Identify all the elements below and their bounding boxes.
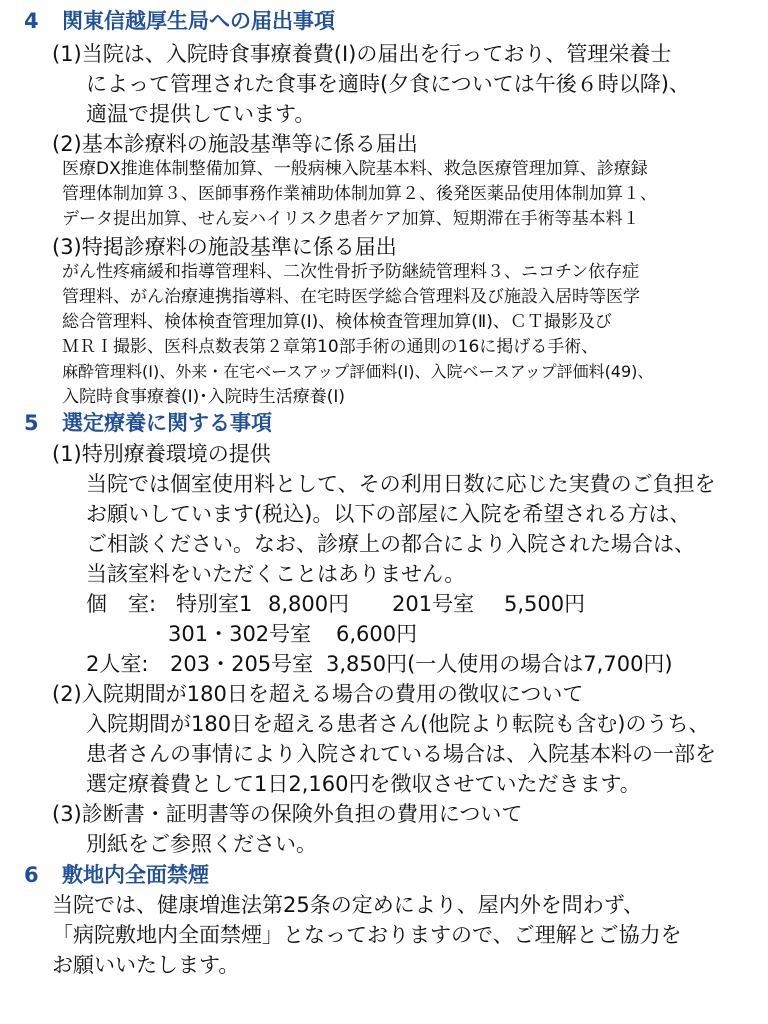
section-title: 敷地内全面禁煙	[62, 863, 209, 887]
price-201: 5,500円	[504, 592, 586, 616]
section-number: 5	[24, 411, 39, 435]
item-label: (1)当院は、入院時食事療養費(Ⅰ)の届出を行っており、管理栄養士	[52, 42, 672, 66]
item-line: 適温で提供しています。	[86, 102, 316, 126]
section-number: 6	[24, 863, 39, 887]
item-line: 管理体制加算３、医師事務作業補助体制加算２、後発医薬品使用体制加算１、	[62, 184, 657, 204]
room-private-label: 個 室:	[86, 592, 157, 616]
room-double-label: 2人室:	[86, 652, 149, 676]
section-4-heading	[24, 11, 335, 32]
item-line: 医療DX推進体制整備加算、一般病棟入院基本料、救急医療管理加算、診療録	[62, 159, 648, 179]
item-line: 総合管理料、検体検査管理加算(Ⅰ)、検体検査管理加算(Ⅱ)、ＣＴ撮影及び	[62, 312, 612, 332]
item-label: (3)診断書・証明書等の保険外負担の費用について	[52, 802, 523, 826]
item-line: 選定療養費として1日2,160円を徴収させていただきます。	[86, 772, 641, 796]
section-6-heading	[24, 865, 209, 886]
price-203-205: 3,850円(一人使用の場合は7,700円)	[326, 652, 673, 676]
item-line: 入院時食事療養(Ⅰ)･入院時生活療養(Ⅰ)	[62, 387, 346, 407]
room-201: 201号室	[392, 592, 475, 616]
room-special: 特別室1	[176, 592, 253, 616]
item-label: (2)入院期間が180日を超える場合の費用の徴収について	[52, 682, 584, 706]
item-line: 麻酔管理料(Ⅰ)、外来・在宅ベースアップ評価料(Ⅰ)、入院ベースアップ評価料(49)、	[62, 362, 654, 381]
section-title: 関東信越厚生局への届出事項	[62, 9, 335, 33]
section-line: お願いいたします。	[52, 953, 240, 977]
item-line: によって管理された食事を適時(夕食については午後６時以降)、	[86, 72, 690, 96]
section-line: 当院では、健康増進法第25条の定めにより、屋内外を問わず、	[52, 893, 645, 917]
price-301-302: 6,600円	[336, 622, 418, 646]
item-line: ＭＲＩ撮影、医科点数表第２章第10部手術の通則の16に掲げる手術、	[62, 337, 599, 357]
item-line: 患者さんの事情により入院されている場合は、入院基本料の一部を	[86, 742, 716, 766]
section-number: 4	[24, 9, 39, 33]
item-line: 別紙をご参照ください。	[86, 832, 317, 856]
section-line: 「病院敷地内全面禁煙」となっておりますので、ご理解とご協力を	[52, 923, 682, 947]
room-203-205: 203・205号室	[170, 652, 314, 676]
item-label: (2)基本診療料の施設基準等に係る届出	[52, 132, 418, 156]
item-line: がん性疼痛緩和指導管理料、二次性骨折予防継続管理料３、ニコチン依存症	[62, 262, 640, 282]
item-line: 当該室料をいただくことはありません。	[86, 562, 466, 586]
item-line: 入院期間が180日を超える患者さん(他院より転院も含む)のうち、	[86, 712, 710, 736]
item-label: (3)特掲診療料の施設基準に係る届出	[52, 235, 397, 259]
room-301-302: 301・302号室	[168, 622, 312, 646]
item-line: ご相談ください。なお、診療上の都合により入院された場合は、	[86, 532, 695, 556]
price-special: 8,800円	[268, 592, 350, 616]
item-label: (1)特別療養環境の提供	[52, 442, 271, 466]
item-line: 管理料、がん治療連携指導料、在宅時医学総合管理料及び施設入居時等医学	[62, 287, 640, 307]
item-line: データ提出加算、せん妄ハイリスク患者ケア加算、短期滞在手術等基本料１	[62, 209, 640, 229]
item-line: 当院では個室使用料として、その利用日数に応じた実費のご負担を	[86, 472, 716, 496]
section-5-heading	[24, 413, 272, 434]
section-title: 選定療養に関する事項	[62, 411, 272, 435]
item-line: お願いしています(税込)。以下の部屋に入院を希望される方は、	[86, 502, 691, 526]
